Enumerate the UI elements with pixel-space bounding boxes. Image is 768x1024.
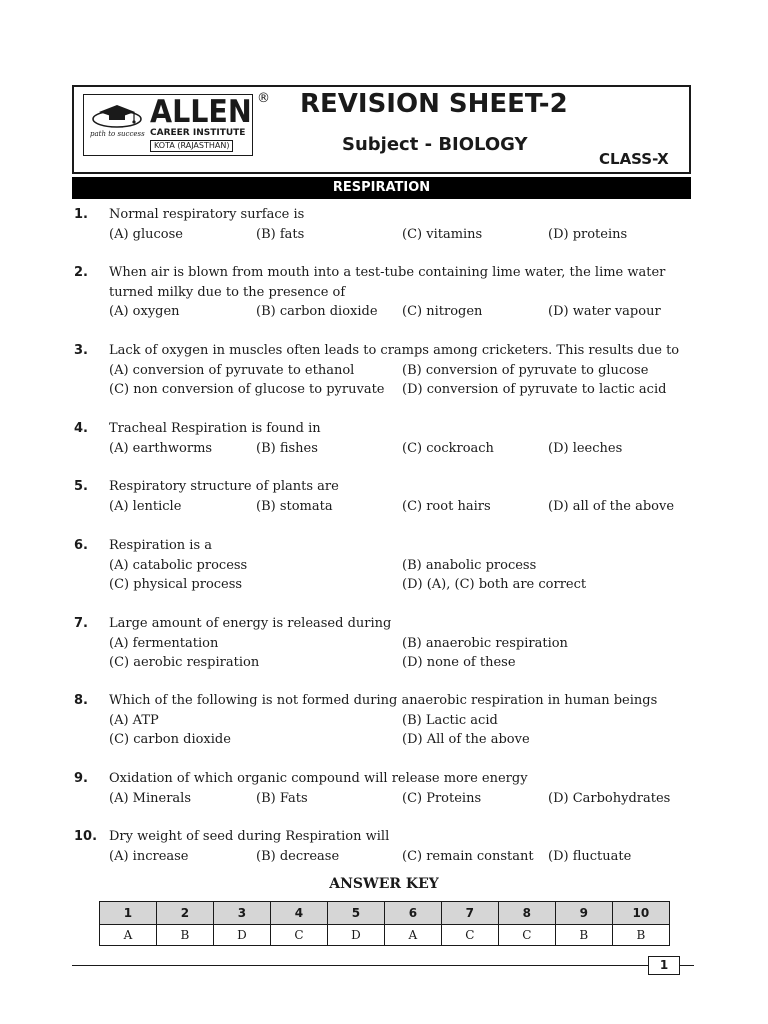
class-label: CLASS-X: [599, 150, 669, 168]
options-row: [109, 847, 694, 867]
options-row: [109, 653, 694, 673]
options-row: [109, 439, 694, 459]
option-d: (D) none of these: [402, 655, 516, 670]
option-d: (D) fluctuate: [548, 848, 632, 864]
question-5: [74, 477, 694, 516]
answer-key-number: 7: [441, 902, 498, 925]
option-c: (C) carbon dioxide: [109, 732, 231, 747]
option-b: (B) decrease: [256, 848, 340, 864]
question-number: 5.: [74, 479, 88, 494]
question-number: 7.: [74, 616, 88, 631]
option-d: (D) water vapour: [548, 304, 661, 319]
option-b: (B) Fats: [256, 790, 308, 806]
topic-bar: RESPIRATION: [72, 177, 691, 199]
option-c: (C) Proteins: [402, 790, 482, 806]
question-number: 3.: [74, 343, 88, 358]
option-c: (C) aerobic respiration: [109, 655, 260, 670]
answer-key-number: 5: [327, 902, 384, 925]
question-text: When air is blown from mouth into a test-tube containing lime water, the lime water turned milky due to the presence of: [109, 265, 666, 300]
question-number: 9.: [74, 771, 88, 786]
option-a: (A) fermentation: [109, 635, 219, 651]
answer-key-answer: D: [213, 925, 270, 946]
question-2: [74, 263, 694, 322]
answer-key-number: 4: [270, 902, 327, 925]
question-number: 8.: [74, 693, 88, 708]
answer-key-answer-row: [100, 925, 670, 946]
option-a: (A) ATP: [109, 712, 159, 728]
question-10: [74, 827, 694, 866]
question-text: Respiration is a: [109, 538, 213, 553]
answer-key-answer: C: [270, 925, 327, 946]
option-c: (C) remain constant: [402, 848, 534, 864]
answer-key-answer: B: [612, 925, 669, 946]
question-text: Which of the following is not formed during anaerobic respiration in human beings: [109, 693, 658, 708]
option-b: (B) Lactic acid: [402, 712, 498, 728]
option-d: (D) all of the above: [548, 498, 675, 514]
footer-rule: [72, 965, 694, 966]
header-box: [72, 85, 691, 174]
option-a: (A) Minerals: [109, 790, 191, 806]
answer-key-answer: B: [156, 925, 213, 946]
answer-key-answer: A: [100, 925, 157, 946]
option-c: (C) physical process: [109, 577, 243, 592]
option-a: (A) earthworms: [109, 440, 213, 456]
logo-tagline: path to success: [90, 130, 145, 138]
page-number: 1: [648, 956, 680, 975]
options-row: [109, 575, 694, 595]
options-row: [109, 711, 694, 731]
option-b: (B) stomata: [256, 498, 333, 514]
question-text: Tracheal Respiration is found in: [109, 421, 321, 436]
options-row: [109, 556, 694, 576]
option-b: (B) conversion of pyruvate to glucose: [402, 362, 649, 378]
question-9: [74, 769, 694, 808]
answer-key-answer: C: [441, 925, 498, 946]
option-d: (D) conversion of pyruvate to lactic acid: [402, 382, 667, 397]
option-b: (B) anaerobic respiration: [402, 635, 568, 651]
option-c: (C) vitamins: [402, 226, 483, 242]
question-text: Oxidation of which organic compound will release more energy: [109, 771, 528, 786]
answer-key-number: 10: [612, 902, 669, 925]
option-d: (D) proteins: [548, 226, 628, 242]
question-6: [74, 536, 694, 595]
option-a: (A) increase: [109, 848, 189, 864]
answer-key-title: ANSWER KEY: [329, 876, 439, 892]
option-d: (D) Carbohydrates: [548, 790, 671, 806]
answer-key-number: 6: [384, 902, 441, 925]
answer-key-number: 1: [100, 902, 157, 925]
option-b: (B) carbon dioxide: [256, 304, 378, 319]
option-a: (A) lenticle: [109, 498, 182, 514]
options-row: [109, 634, 694, 654]
subject-label: Subject - BIOLOGY: [342, 134, 528, 155]
option-c: (C) root hairs: [402, 498, 491, 514]
option-d: (D) (A), (C) both are correct: [402, 577, 587, 592]
question-number: 2.: [74, 265, 88, 280]
option-a: (A) oxygen: [109, 304, 180, 319]
logo-location: KOTA (RAJASTHAN): [150, 140, 233, 152]
question-text: Respiratory structure of plants are: [109, 479, 339, 494]
answer-key-number: 3: [213, 902, 270, 925]
answer-key-answer: A: [384, 925, 441, 946]
logo-institute: CAREER INSTITUTE: [150, 128, 246, 138]
option-b: (B) fats: [256, 226, 305, 242]
question-text: Normal respiratory surface is: [109, 207, 305, 222]
answer-key-number: 2: [156, 902, 213, 925]
question-1: [74, 205, 694, 244]
options-row: [109, 225, 694, 245]
option-b: (B) anabolic process: [402, 557, 537, 573]
option-a: (A) catabolic process: [109, 557, 248, 573]
options-row: [109, 380, 694, 400]
allen-logo: [83, 94, 253, 156]
option-c: (C) nitrogen: [402, 304, 483, 319]
graduation-cap-icon: [90, 103, 144, 129]
option-a: (A) conversion of pyruvate to ethanol: [109, 362, 355, 378]
answer-key-header-row: [100, 902, 670, 925]
option-d: (D) leeches: [548, 440, 623, 456]
options-row: [109, 789, 694, 809]
options-row: [109, 361, 694, 381]
options-row: [109, 730, 694, 750]
option-c: (C) cockroach: [402, 440, 494, 456]
answer-key-number: 8: [498, 902, 555, 925]
question-text: Dry weight of seed during Respiration will: [109, 829, 390, 844]
option-a: (A) glucose: [109, 226, 183, 242]
answer-key-answer: D: [327, 925, 384, 946]
question-number: 10.: [74, 829, 98, 844]
answer-key-number: 9: [555, 902, 612, 925]
question-number: 6.: [74, 538, 88, 553]
answer-key-answer: B: [555, 925, 612, 946]
question-text: Large amount of energy is released during: [109, 616, 392, 631]
question-number: 1.: [74, 207, 88, 222]
answer-key-table: [99, 901, 670, 946]
sheet-title: REVISION SHEET-2: [300, 89, 568, 119]
question-number: 4.: [74, 421, 88, 436]
question-7: [74, 614, 694, 673]
question-4: [74, 419, 694, 458]
options-row: [109, 302, 694, 322]
question-3: [74, 341, 694, 400]
option-d: (D) All of the above: [402, 732, 530, 747]
option-c: (C) non conversion of glucose to pyruvate: [109, 382, 385, 397]
question-text: Lack of oxygen in muscles often leads to cramps among cricketers. This results due to: [109, 343, 680, 358]
answer-key-answer: C: [498, 925, 555, 946]
logo-name: ALLEN: [150, 94, 252, 130]
options-row: [109, 497, 694, 517]
registered-mark: ®: [257, 91, 270, 106]
question-8: [74, 691, 694, 750]
option-b: (B) fishes: [256, 440, 318, 456]
